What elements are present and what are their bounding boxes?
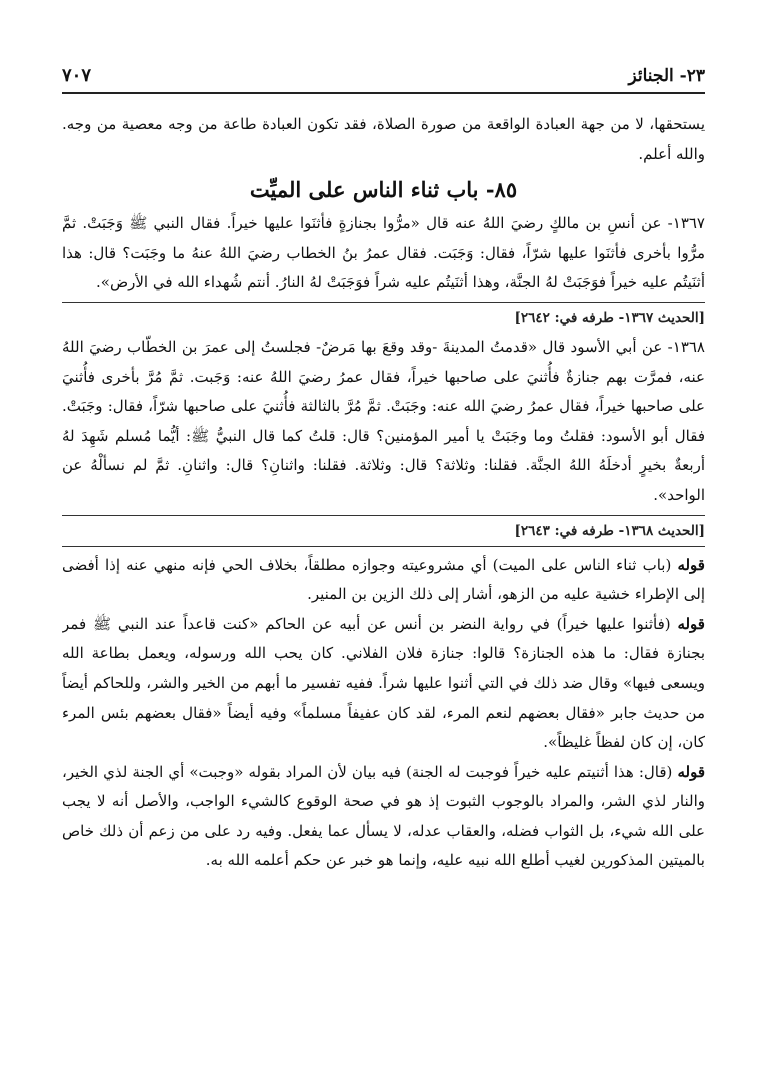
- page-body: [62, 110, 705, 876]
- commentary-lead: قوله: [677, 762, 705, 781]
- page-header: [62, 58, 705, 94]
- commentary-paragraph-3: [62, 758, 705, 876]
- hadith-1368-reference: [الحديث ١٣٦٨- طرفه في: ٢٦٤٣]: [62, 515, 705, 542]
- commentary-lead: قوله: [677, 614, 705, 633]
- hadith-1368-text: ١٣٦٨- عن أبي الأسود قال «قدمتُ المدينةَ -وقد وقعَ بها مَرضٌ- فجلستُ إلى عمرَ بن الخطّاب رضيَ اللهُ عنه، فمرَّت بهم جنازةٌ فأُثنيَ على صاحبها خيراً، فقال عمرُ رضيَ اللهُ عنه: وَجَبت. ثمَّ مُرَّ بأخرى فأُثنيَ على صاحبها خيراً، فقال عمرُ رضيَ الله عنه: وجَبَتْ. ثمَّ مُرَّ بالثالثة فأُثنيَ على صاحبها شرّاً، فقال: وجَبَتْ. فقال أبو الأسود: فقلتُ وما وجَبَتْ يا أمير المؤمنين؟ قال: قلتُ كما قال النبيُّ ﷺ: أيُّما مُسلم شَهِدَ لهُ أربعةٌ بخيرٍ أدخلَهُ اللهُ الجنَّة. فقلنا: وثلاثة؟ قال: وثلاثة. فقلنا: واثنانِ؟ قال: واثنانِ. ثمَّ لم نسألْهُ عن الواحد».: [62, 337, 705, 504]
- hadith-1367-text: ١٣٦٧- عن أنسِ بن مالكٍ رضيَ اللهُ عنه قال «مرُّوا بجنازةٍ فأثنَوا عليها خيراً. فقال النبي ﷺ وَجَبَتْ. ثمَّ مرُّوا بأخرى فأثنَوا عليها شرّاً، فقال: وَجَبَت. فقال عمرُ بنُ الخطاب رضيَ اللهُ عنهُ ما وجَبَت؟ قال: هذا أثنَيتُم عليه خيراً فوَجَبَتْ لهُ الجنَّة، وهذا أثنَيتُم عليه شراً فوَجَبَتْ لهُ النارُ. أنتم شُهداء الله في الأرض».: [62, 214, 705, 292]
- commentary-paragraph-1: [62, 546, 705, 610]
- running-title: ٢٣- الجنائز: [628, 66, 705, 86]
- commentary-paragraph-2: [62, 610, 705, 758]
- hadith-1367-reference: [الحديث ١٣٦٧- طرفه في: ٢٦٤٢]: [62, 302, 705, 329]
- commentary-text: (باب ثناء الناس على الميت) أي مشروعيته وجوازه مطلقاً، بخلاف الحي فإنه منهي عنه إذا أفضى إلى الإطراء خشية عليه من الزهو، أشار إلى ذلك الزين بن المنير.: [62, 555, 705, 604]
- intro-paragraph: يستحقها، لا من جهة العبادة الواقعة من صورة الصلاة، فقد تكون العبادة طاعة من وجه معصية من وجه. والله أعلم.: [62, 115, 705, 163]
- chapter-title: ٨٥- باب ثناء الناس على الميِّت: [249, 177, 518, 203]
- page-number: ٧٠٧: [62, 65, 92, 86]
- commentary-lead: قوله: [677, 555, 705, 574]
- commentary-text: (فأثنوا عليها خيراً) في رواية النضر بن أنس عن أبيه عن الحاكم «كنت قاعداً عند النبي ﷺ فمر بجنازة فقال: ما هذه الجنازة؟ قالوا: جنازة فلان الفلاني. كان يحب الله ورسوله، ويعمل بطاعة الله ويسعى فيها» وقال ضد ذلك في التي أثنوا عليها شراً. ففيه تفسير ما أبهم من الخير والشر، وللحاكم أيضاً من حديث جابر «فقال بعضهم لنعم المرء، لقد كان عفيفاً مسلماً» وفيه أيضاً «فقال بعضهم بئس المرء كان، إن كان لفظاً غليظاً».: [62, 614, 705, 752]
- book-page: [62, 58, 705, 876]
- commentary-text: (قال: هذا أثنيتم عليه خيراً فوجبت له الجنة) فيه بيان لأن المراد بقوله «وجبت» أي الجنة لذي الخير، والنار لذي الشر، والمراد بالوجوب الثبوت إذ هو في صحة الوقوع كالشيء الواجب، والأصل أنه لا يجب على الله شيء، بل الثواب فضله، والعقاب عدله، لا يسأل عما يفعل. وفيه رد على من زعم أن ذلك خاص بالميتين المذكورين لغيب أطلع الله نبيه عليه، وإنما هو خبر عن حكم أعلمه الله به.: [62, 762, 705, 870]
